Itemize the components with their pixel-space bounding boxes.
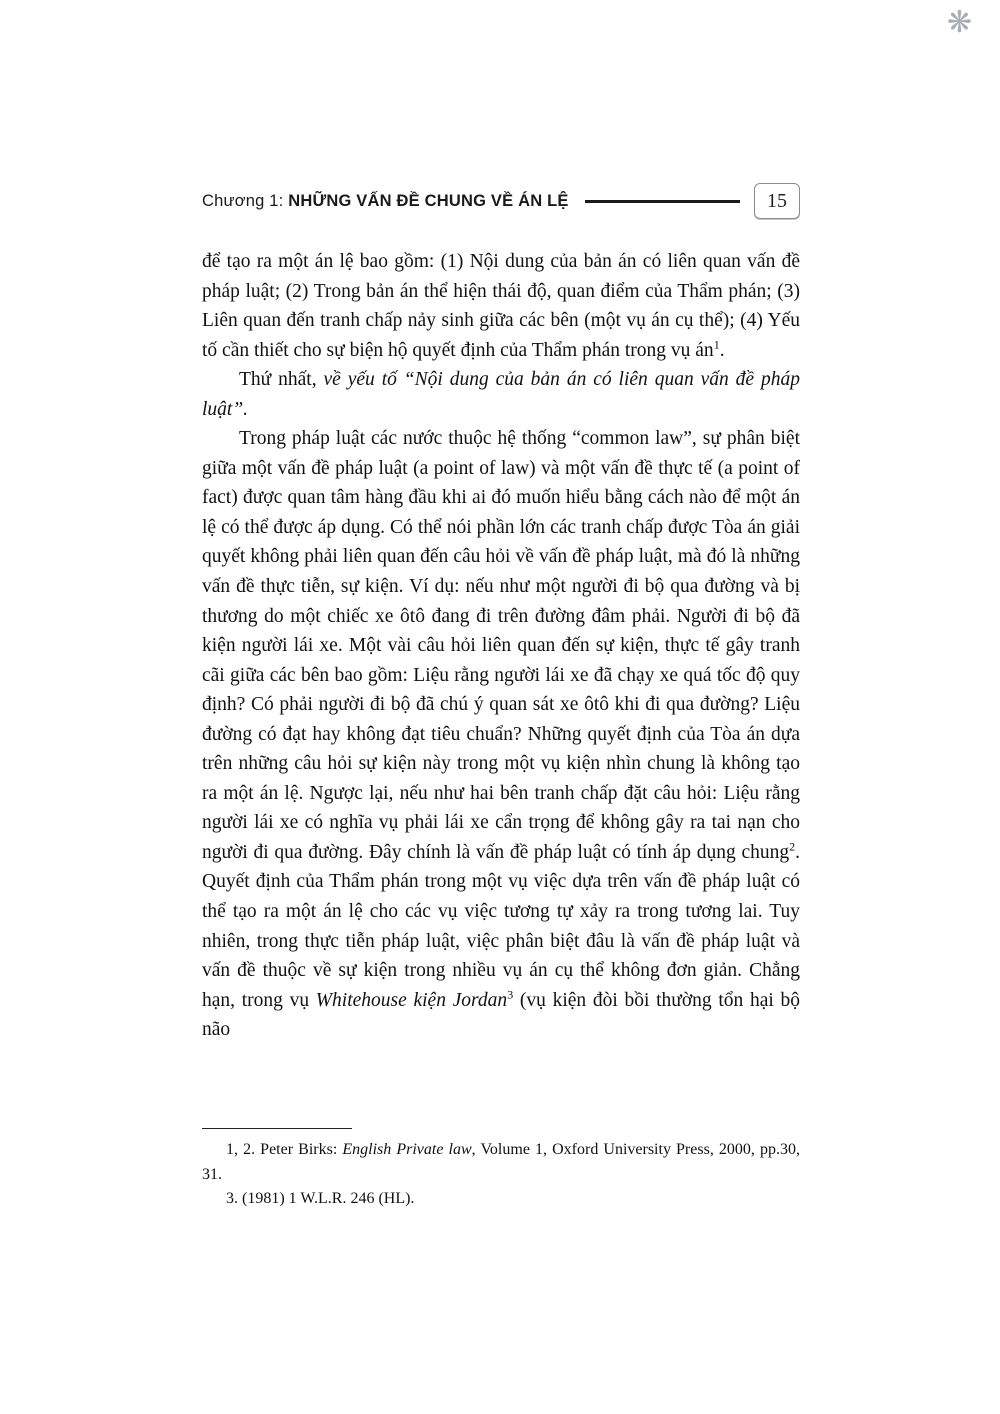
text-run: , Volume 1, Oxford University Press, 2000, pp.30, 31. [202,1141,800,1183]
text-run: (vụ kiện đòi bồi thường tổn hại bộ não [202,989,800,1041]
text-run: Whitehouse kiện Jordan [315,989,508,1011]
text-run: Trong pháp luật các nước thuộc hệ thống “common law”, sự phân biệt giữa một vấn đề pháp luật (a point of law) và một vấn đề thực tế (a point of fact) được quan tâm hàng đầu khi ai đó muốn hiểu bằng cách nào để một án lệ có thể được áp dụng. Có thể nói phần lớn các tranh chấp được Tòa án giải quyết không phải liên quan đến câu hỏi về vấn đề pháp luật, mà đó là những vấn đề thực tiễn, sự kiện. Ví dụ: nếu như một người đi bộ qua đường và bị thương do một chiếc xe ôtô đang đi trên đường đâm phải. Người đi bộ đã kiện người lái xe. Một vài câu hỏi liên quan đến sự kiện, thực tế gây tranh cãi giữa các bên bao gồm: Liệu rằng người lái xe đã chạy xe quá tốc độ quy định? Có phải người đi bộ đã chú ý quan sát xe ôtô khi đi qua đường? Liệu đường có đạt hay không đạt tiêu chuẩn? Những quyết định của Tòa án dựa trên những câu hỏi sự kiện này trong một vụ kiện nhìn chung là không tạo ra một án lệ. Ngược lại, nếu như hai bên tranh chấp đặt câu hỏi: Liệu rằng người lái xe có nghĩa vụ phải lái xe cẩn trọng để không gây ra tai nạn cho người đi qua đường. Đây chính là vấn đề pháp luật có tính áp dụng chung [202,428,800,863]
text-run: về yếu tố “Nội dung của bản án có liên quan vấn đề pháp luật”. [202,369,800,420]
text-run: . [719,339,725,361]
text-run: để tạo ra một án lệ bao gồm: (1) Nội dung của bản án có liên quan vấn đề pháp luật; (2) Trong bản án thể hiện thái độ, quan điểm của Thẩm phán; (3) Liên quan đến tranh chấp nảy sinh giữa các bên (một vụ án cụ thể); (4) Yếu tố cần thiết cho sự biện hộ quyết định của Thẩm phán trong vụ án [202,251,800,361]
paragraph [202,365,800,424]
page-header [202,183,800,219]
flower-icon: ❋ [946,5,972,40]
chapter-title: NHỮNG VẤN ĐỀ CHUNG VỀ ÁN LỆ [288,191,569,210]
chapter-heading [202,192,569,211]
body-text [202,247,800,1045]
footnote-reference: 1 [713,337,720,352]
text-run: 1, 2. Peter Birks: [226,1141,343,1158]
text-run: . Quyết định của Thẩm phán trong một vụ việc dựa trên vấn đề pháp luật có thể tạo ra một án lệ cho các vụ việc tương tự xảy ra trong tương lai. Tuy nhiên, trong thực tiễn pháp luật, việc phân biệt đâu là vấn đề pháp luật và vấn đề thuộc về sự kiện trong nhiều vụ án cụ thể không đơn giản. Chẳng hạn, trong vụ [202,841,800,1011]
paragraph [202,424,800,1044]
header-rule [585,200,740,203]
chapter-prefix: Chương 1: [202,191,289,210]
text-run: 3. (1981) 1 W.L.R. 246 (HL). [226,1190,415,1207]
footnote-reference: 2 [789,839,796,854]
page-number: 15 [767,189,787,212]
text-run: Thứ nhất, [239,369,324,391]
footnote-reference: 3 [507,987,514,1002]
footnote [202,1138,800,1187]
footnote-rule [202,1128,352,1129]
paragraph [202,247,800,365]
footnote [202,1187,800,1212]
text-run: English Private law [342,1141,472,1158]
page-number-box [754,183,800,219]
footnotes-section [202,1128,800,1212]
footnote-list [202,1138,800,1212]
